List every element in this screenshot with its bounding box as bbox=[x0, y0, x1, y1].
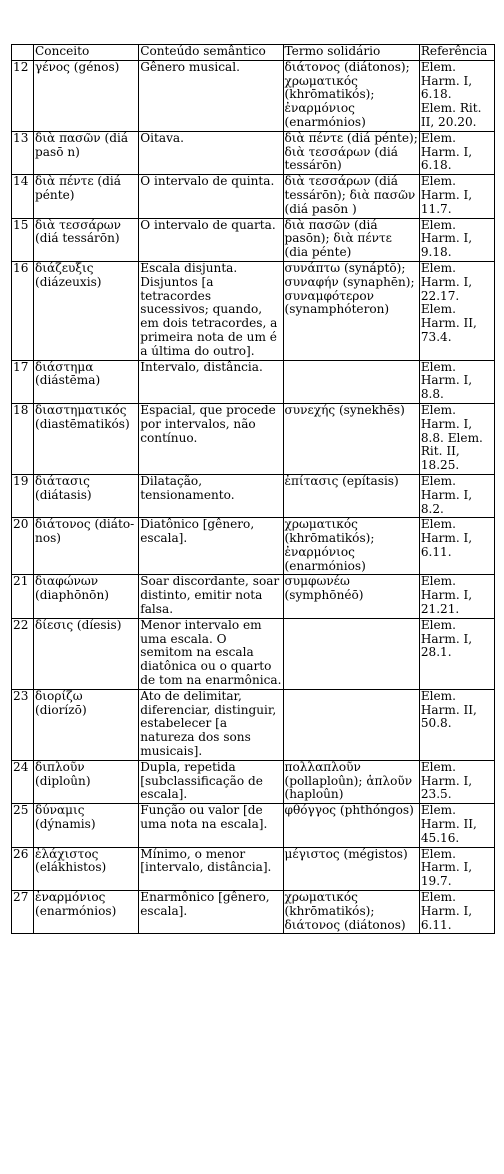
table-row bbox=[12, 261, 495, 360]
header-row bbox=[12, 45, 495, 61]
related-term-cell: συμφωνέω (symphōnéō) bbox=[283, 575, 419, 618]
reference-cell: Elem. Harm. I, 28.1. bbox=[419, 618, 494, 689]
reference-cell: Elem. Harm. I, 8.8. bbox=[419, 360, 494, 403]
entry-number: 25 bbox=[12, 804, 34, 847]
related-term-cell: μέγιστος (mégistos) bbox=[283, 847, 419, 890]
semantic-content-cell: Dupla, repetida [subclassificação de escala]. bbox=[139, 760, 283, 803]
entry-number: 12 bbox=[12, 60, 34, 131]
related-term-cell: πολλαπλοῦν (pollaploûn); ἁπλοῦν (haploûn) bbox=[283, 760, 419, 803]
header-concept: Conceito bbox=[34, 45, 139, 61]
semantic-content-cell: Menor intervalo em uma escala. O semitom na escala diatônica ou o quarto de tom na enarmônica. bbox=[139, 618, 283, 689]
reference-cell: Elem. Harm. I, 6.11. bbox=[419, 891, 494, 934]
entry-number: 27 bbox=[12, 891, 34, 934]
table-body bbox=[12, 60, 495, 934]
table-row bbox=[12, 360, 495, 403]
table-row bbox=[12, 474, 495, 517]
table-row bbox=[12, 403, 495, 474]
reference-cell: Elem. Harm. I, 8.8. Elem. Rit. II, 18.25. bbox=[419, 403, 494, 474]
related-term-cell: διὰ πασῶν (diá pasōn); διὰ πέντε (dia pénte) bbox=[283, 218, 419, 261]
related-term-cell bbox=[283, 360, 419, 403]
related-term-cell: χρωματικός (khrōmatikós); διάτονος (diátonos) bbox=[283, 891, 419, 934]
entry-number: 26 bbox=[12, 847, 34, 890]
related-term-cell: διὰ πέντε (diá pénte); διὰ τεσσάρων (diá tessárōn) bbox=[283, 131, 419, 174]
semantic-content-cell: Diatônico [gênero, escala]. bbox=[139, 518, 283, 575]
semantic-content-cell: Soar discordante, soar distinto, emitir nota falsa. bbox=[139, 575, 283, 618]
concept-cell: διάτασις (diátasis) bbox=[34, 474, 139, 517]
reference-cell: Elem. Harm. I, 6.11. bbox=[419, 518, 494, 575]
concept-cell: ἐναρμόνιος (enarmónios) bbox=[34, 891, 139, 934]
related-term-cell: χρωματικός (khrōmatikós); ἐναρμόνιος (enarmónios) bbox=[283, 518, 419, 575]
table-row bbox=[12, 60, 495, 131]
reference-cell: Elem. Harm. I, 9.18. bbox=[419, 218, 494, 261]
concept-cell: δίεσις (díesis) bbox=[34, 618, 139, 689]
concept-cell: γένος (génos) bbox=[34, 60, 139, 131]
concept-cell: διπλοῦν (diploûn) bbox=[34, 760, 139, 803]
header-related-term: Termo solidário bbox=[283, 45, 419, 61]
entry-number: 19 bbox=[12, 474, 34, 517]
concept-cell: διὰ πέντε (diá pénte) bbox=[34, 175, 139, 218]
concept-cell: διαστηματικός (diastēmatikós) bbox=[34, 403, 139, 474]
table-row bbox=[12, 760, 495, 803]
table-row bbox=[12, 575, 495, 618]
concept-cell: διάζευξις (diázeuxis) bbox=[34, 261, 139, 360]
semantic-content-cell: Gênero musical. bbox=[139, 60, 283, 131]
reference-cell: Elem. Harm. I, 19.7. bbox=[419, 847, 494, 890]
concept-cell: διὰ πασῶν (diá pasō n) bbox=[34, 131, 139, 174]
entry-number: 18 bbox=[12, 403, 34, 474]
reference-cell: Elem. Harm. I, 8.2. bbox=[419, 474, 494, 517]
table-row bbox=[12, 804, 495, 847]
concept-cell: διὰ τεσσάρων (diá tessárōn) bbox=[34, 218, 139, 261]
entry-number: 17 bbox=[12, 360, 34, 403]
semantic-content-cell: Espacial, que procede por intervalos, não contínuo. bbox=[139, 403, 283, 474]
concept-cell: διαφώνων (diaphōnōn) bbox=[34, 575, 139, 618]
table-row bbox=[12, 618, 495, 689]
table-row bbox=[12, 131, 495, 174]
concept-cell: διορίζω (diorízō) bbox=[34, 689, 139, 760]
related-term-cell: διάτονος (diátonos); χρωματικός (khrōmatikós); ἐναρμόνιος (enarmónios) bbox=[283, 60, 419, 131]
reference-cell: Elem. Harm. II, 45.16. bbox=[419, 804, 494, 847]
related-term-cell: συνεχής (synekhēs) bbox=[283, 403, 419, 474]
concept-cell: δύναμις (dýnamis) bbox=[34, 804, 139, 847]
semantic-content-cell: Oitava. bbox=[139, 131, 283, 174]
table-row bbox=[12, 847, 495, 890]
semantic-content-cell: Enarmônico [gênero, escala]. bbox=[139, 891, 283, 934]
table-row bbox=[12, 891, 495, 934]
semantic-content-cell: Intervalo, distância. bbox=[139, 360, 283, 403]
entry-number: 15 bbox=[12, 218, 34, 261]
related-term-cell: ἐπίτασις (epítasis) bbox=[283, 474, 419, 517]
semantic-content-cell: Escala disjunta. Disjuntos [a tetracordes sucessivos; quando, em dois tetracordes, a primeira nota de um é a última do outro]. bbox=[139, 261, 283, 360]
semantic-content-cell: O intervalo de quarta. bbox=[139, 218, 283, 261]
related-term-cell bbox=[283, 618, 419, 689]
entry-number: 20 bbox=[12, 518, 34, 575]
entry-number: 21 bbox=[12, 575, 34, 618]
reference-cell: Elem. Harm. I, 23.5. bbox=[419, 760, 494, 803]
entry-number: 13 bbox=[12, 131, 34, 174]
related-term-cell: συνάπτω (synáptō); συναφήν (synaphēn); συναμφότερον (synamphóteron) bbox=[283, 261, 419, 360]
reference-cell: Elem. Harm. I, 22.17. Elem. Harm. II, 73.4. bbox=[419, 261, 494, 360]
table-row bbox=[12, 689, 495, 760]
entry-number: 14 bbox=[12, 175, 34, 218]
concept-cell: ἐλάχιστος (elákhistos) bbox=[34, 847, 139, 890]
entry-number: 16 bbox=[12, 261, 34, 360]
header-number bbox=[12, 45, 34, 61]
semantic-content-cell: O intervalo de quinta. bbox=[139, 175, 283, 218]
entry-number: 24 bbox=[12, 760, 34, 803]
concept-cell: διάστημα (diástēma) bbox=[34, 360, 139, 403]
reference-cell: Elem. Harm. I, 6.18. Elem. Rit. II, 20.20. bbox=[419, 60, 494, 131]
entry-number: 23 bbox=[12, 689, 34, 760]
related-term-cell: φθόγγος (phthóngos) bbox=[283, 804, 419, 847]
table-row bbox=[12, 518, 495, 575]
header-semantic-content: Conteúdo semântico bbox=[139, 45, 283, 61]
semantic-content-cell: Dilatação, tensionamento. bbox=[139, 474, 283, 517]
reference-cell: Elem. Harm. I, 21.21. bbox=[419, 575, 494, 618]
reference-cell: Elem. Harm. I, 11.7. bbox=[419, 175, 494, 218]
entry-number: 22 bbox=[12, 618, 34, 689]
related-term-cell bbox=[283, 689, 419, 760]
glossary-table bbox=[11, 44, 495, 934]
concept-cell: διάτονος (diáto- nos) bbox=[34, 518, 139, 575]
semantic-content-cell: Função ou valor [de uma nota na escala]. bbox=[139, 804, 283, 847]
table-row bbox=[12, 218, 495, 261]
reference-cell: Elem. Harm. II, 50.8. bbox=[419, 689, 494, 760]
table-row bbox=[12, 175, 495, 218]
header-reference: Referência bbox=[419, 45, 494, 61]
related-term-cell: διὰ τεσσάρων (diá tessárōn); διὰ πασῶν (diá pasōn ) bbox=[283, 175, 419, 218]
reference-cell: Elem. Harm. I, 6.18. bbox=[419, 131, 494, 174]
semantic-content-cell: Mínimo, o menor [intervalo, distância]. bbox=[139, 847, 283, 890]
semantic-content-cell: Ato de delimitar, diferenciar, distinguir, estabelecer [a natureza dos sons musicais]. bbox=[139, 689, 283, 760]
